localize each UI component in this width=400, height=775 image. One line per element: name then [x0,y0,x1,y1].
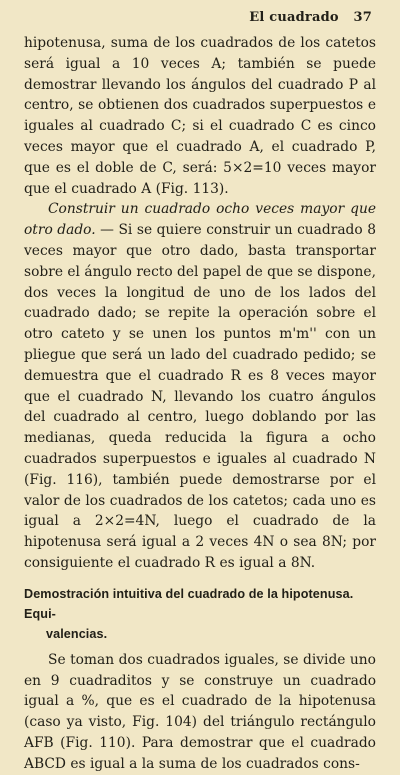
paragraph-continued-hipotenusa: hipotenusa, suma de los cuadrados de los catetos será igual a 10 veces A; también se puede demostrar llevando los ángulos del cuadrado P al centro, se obtienen dos cuadrados superpuestos e iguales al cuadrado C; si el cuadrado C es cinco veces mayor que el cuadrado A, el cuadrado P, que es el doble de C, será: 5×2=10 veces mayor que el cuadrado A (Fig. 113). [24,35,376,197]
section-heading-line-1: Demostración intuitiva del cuadrado de la hipotenusa. Equi- [24,586,354,621]
section-heading-line-2: valencias. [46,626,108,641]
paragraph-lead-italic: Construir un cuadrado ocho veces mayor que otro dado. [24,201,376,239]
paragraph-demostracion: Se toman dos cuadrados iguales, se divide uno en 9 cuadraditos y se construye un cuadrado igual a %, que es el cuadrado de la hipotenusa (caso ya visto, Fig. 104) del triángulo rectángulo AFB (Fig. 110). Para demostrar que el cuadrado ABCD es igual a la suma de los cuadrados cons- [24,651,376,772]
section-heading [24,584,376,644]
page-number: 37 [353,10,372,25]
running-header-title: El cuadrado [249,10,339,25]
paragraph-body: — Si se quiere construir un cuadrado 8 veces mayor que otro dado, basta transportar sobre el ángulo recto del papel de que se dispone, dos veces la longitud de uno de los lados del cuadrado dado; se repite la operación sobre el otro cateto y se unen los puntos m'm'' con un pliegue que será un lado del cuadrado pedido; se demuestra que el cuadrado R es 8 veces mayor que el cuadrado N, llevando los cuatro ángulos del cuadrado al centro, luego doblando por las medianas, queda reducida la figura a ocho cuadrados superpuestos e iguales al cuadrado N (Fig. 116), también puede demostrarse por el valor de los cuadrados de los catetos; cada uno es igual a 2×2=4N, luego el cuadrado de la hipotenusa será igual a 2 veces 4N o sea 8N; por consiguiente el cuadrado R es igual a 8N. [24,222,376,571]
running-header [249,10,372,25]
paragraph-ocho-veces [24,199,376,573]
body-text [24,33,376,775]
